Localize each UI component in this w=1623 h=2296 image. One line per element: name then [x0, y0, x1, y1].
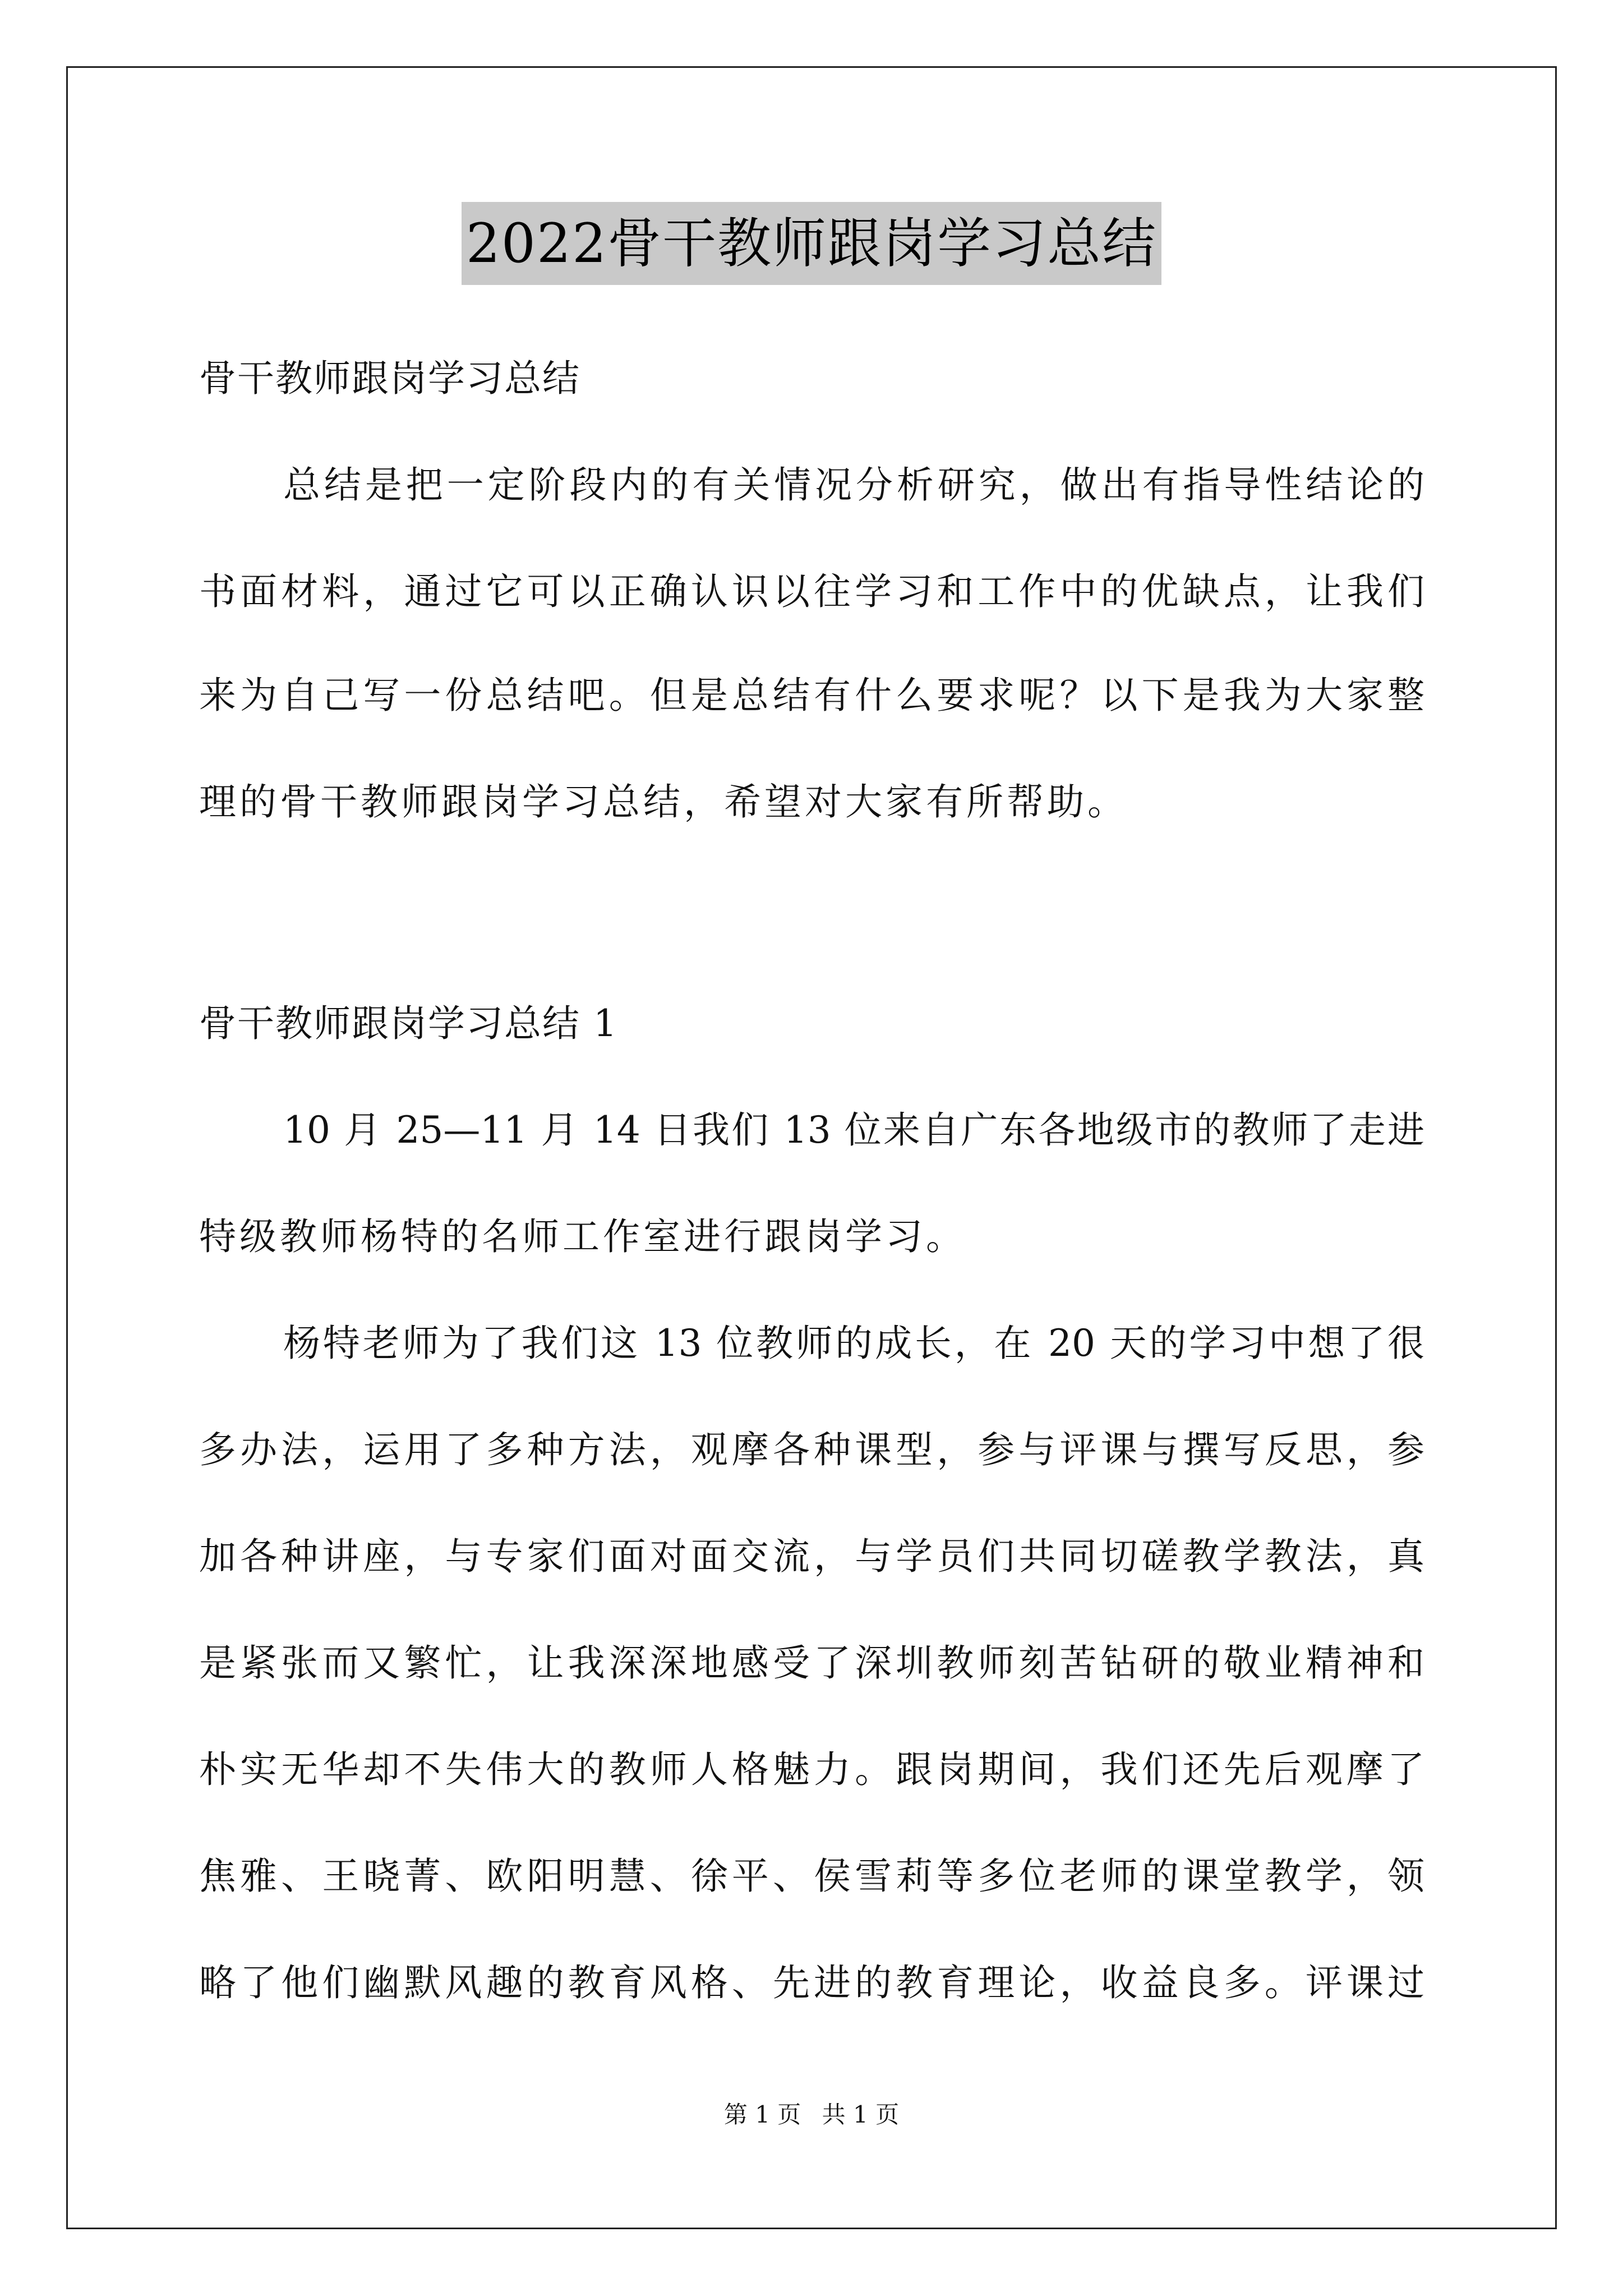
paragraph-line: 加各种讲座，与专家们面对面交流，与学员们共同切磋教学教法，真	[199, 1535, 1424, 1578]
intro-line: 来为自己写一份总结吧。但是总结有什么要求呢？以下是我为大家整	[199, 674, 1424, 717]
intro-line: 总结是把一定阶段内的有关情况分析研究，做出有指导性结论的	[283, 463, 1424, 507]
title-container	[0, 202, 1623, 285]
paragraph-line: 特级教师杨特的名师工作室进行跟岗学习。	[199, 1215, 966, 1258]
paragraph-line: 略了他们幽默风趣的教育风格、先进的教育理论，收益良多。评课过	[199, 1961, 1424, 2004]
paragraph-line: 杨特老师为了我们这 13 位教师的成长，在 20 天的学习中想了很	[283, 1322, 1424, 1365]
page-number: 第 1 页	[723, 2101, 801, 2128]
paragraph-line: 朴实无华却不失伟大的教师人格魅力。跟岗期间，我们还先后观摩了	[199, 1748, 1424, 1791]
paragraph-line: 是紧张而又繁忙，让我深深地感受了深圳教师刻苦钻研的敬业精神和	[199, 1641, 1424, 1685]
paragraph-line: 多办法，运用了多种方法，观摩各种课型，参与评课与撰写反思，参	[199, 1428, 1424, 1471]
section-heading: 骨干教师跟岗学习总结 1	[199, 1002, 618, 1045]
paragraph-line: 10 月 25—11 月 14 日我们 13 位来自广东各地级市的教师了走进	[283, 1108, 1424, 1152]
intro-line: 书面材料，通过它可以正确认识以往学习和工作中的优缺点，让我们	[199, 570, 1424, 613]
document-subtitle: 骨干教师跟岗学习总结	[199, 357, 580, 400]
page-footer	[0, 2098, 1623, 2132]
paragraph-line: 焦雅、王晓菁、欧阳明慧、徐平、侯雪莉等多位老师的课堂教学，领	[199, 1855, 1424, 1898]
page-total: 共 1 页	[822, 2101, 900, 2128]
intro-line: 理的骨干教师跟岗学习总结，希望对大家有所帮助。	[199, 780, 1128, 823]
document-title: 2022骨干教师跟岗学习总结	[462, 202, 1161, 285]
